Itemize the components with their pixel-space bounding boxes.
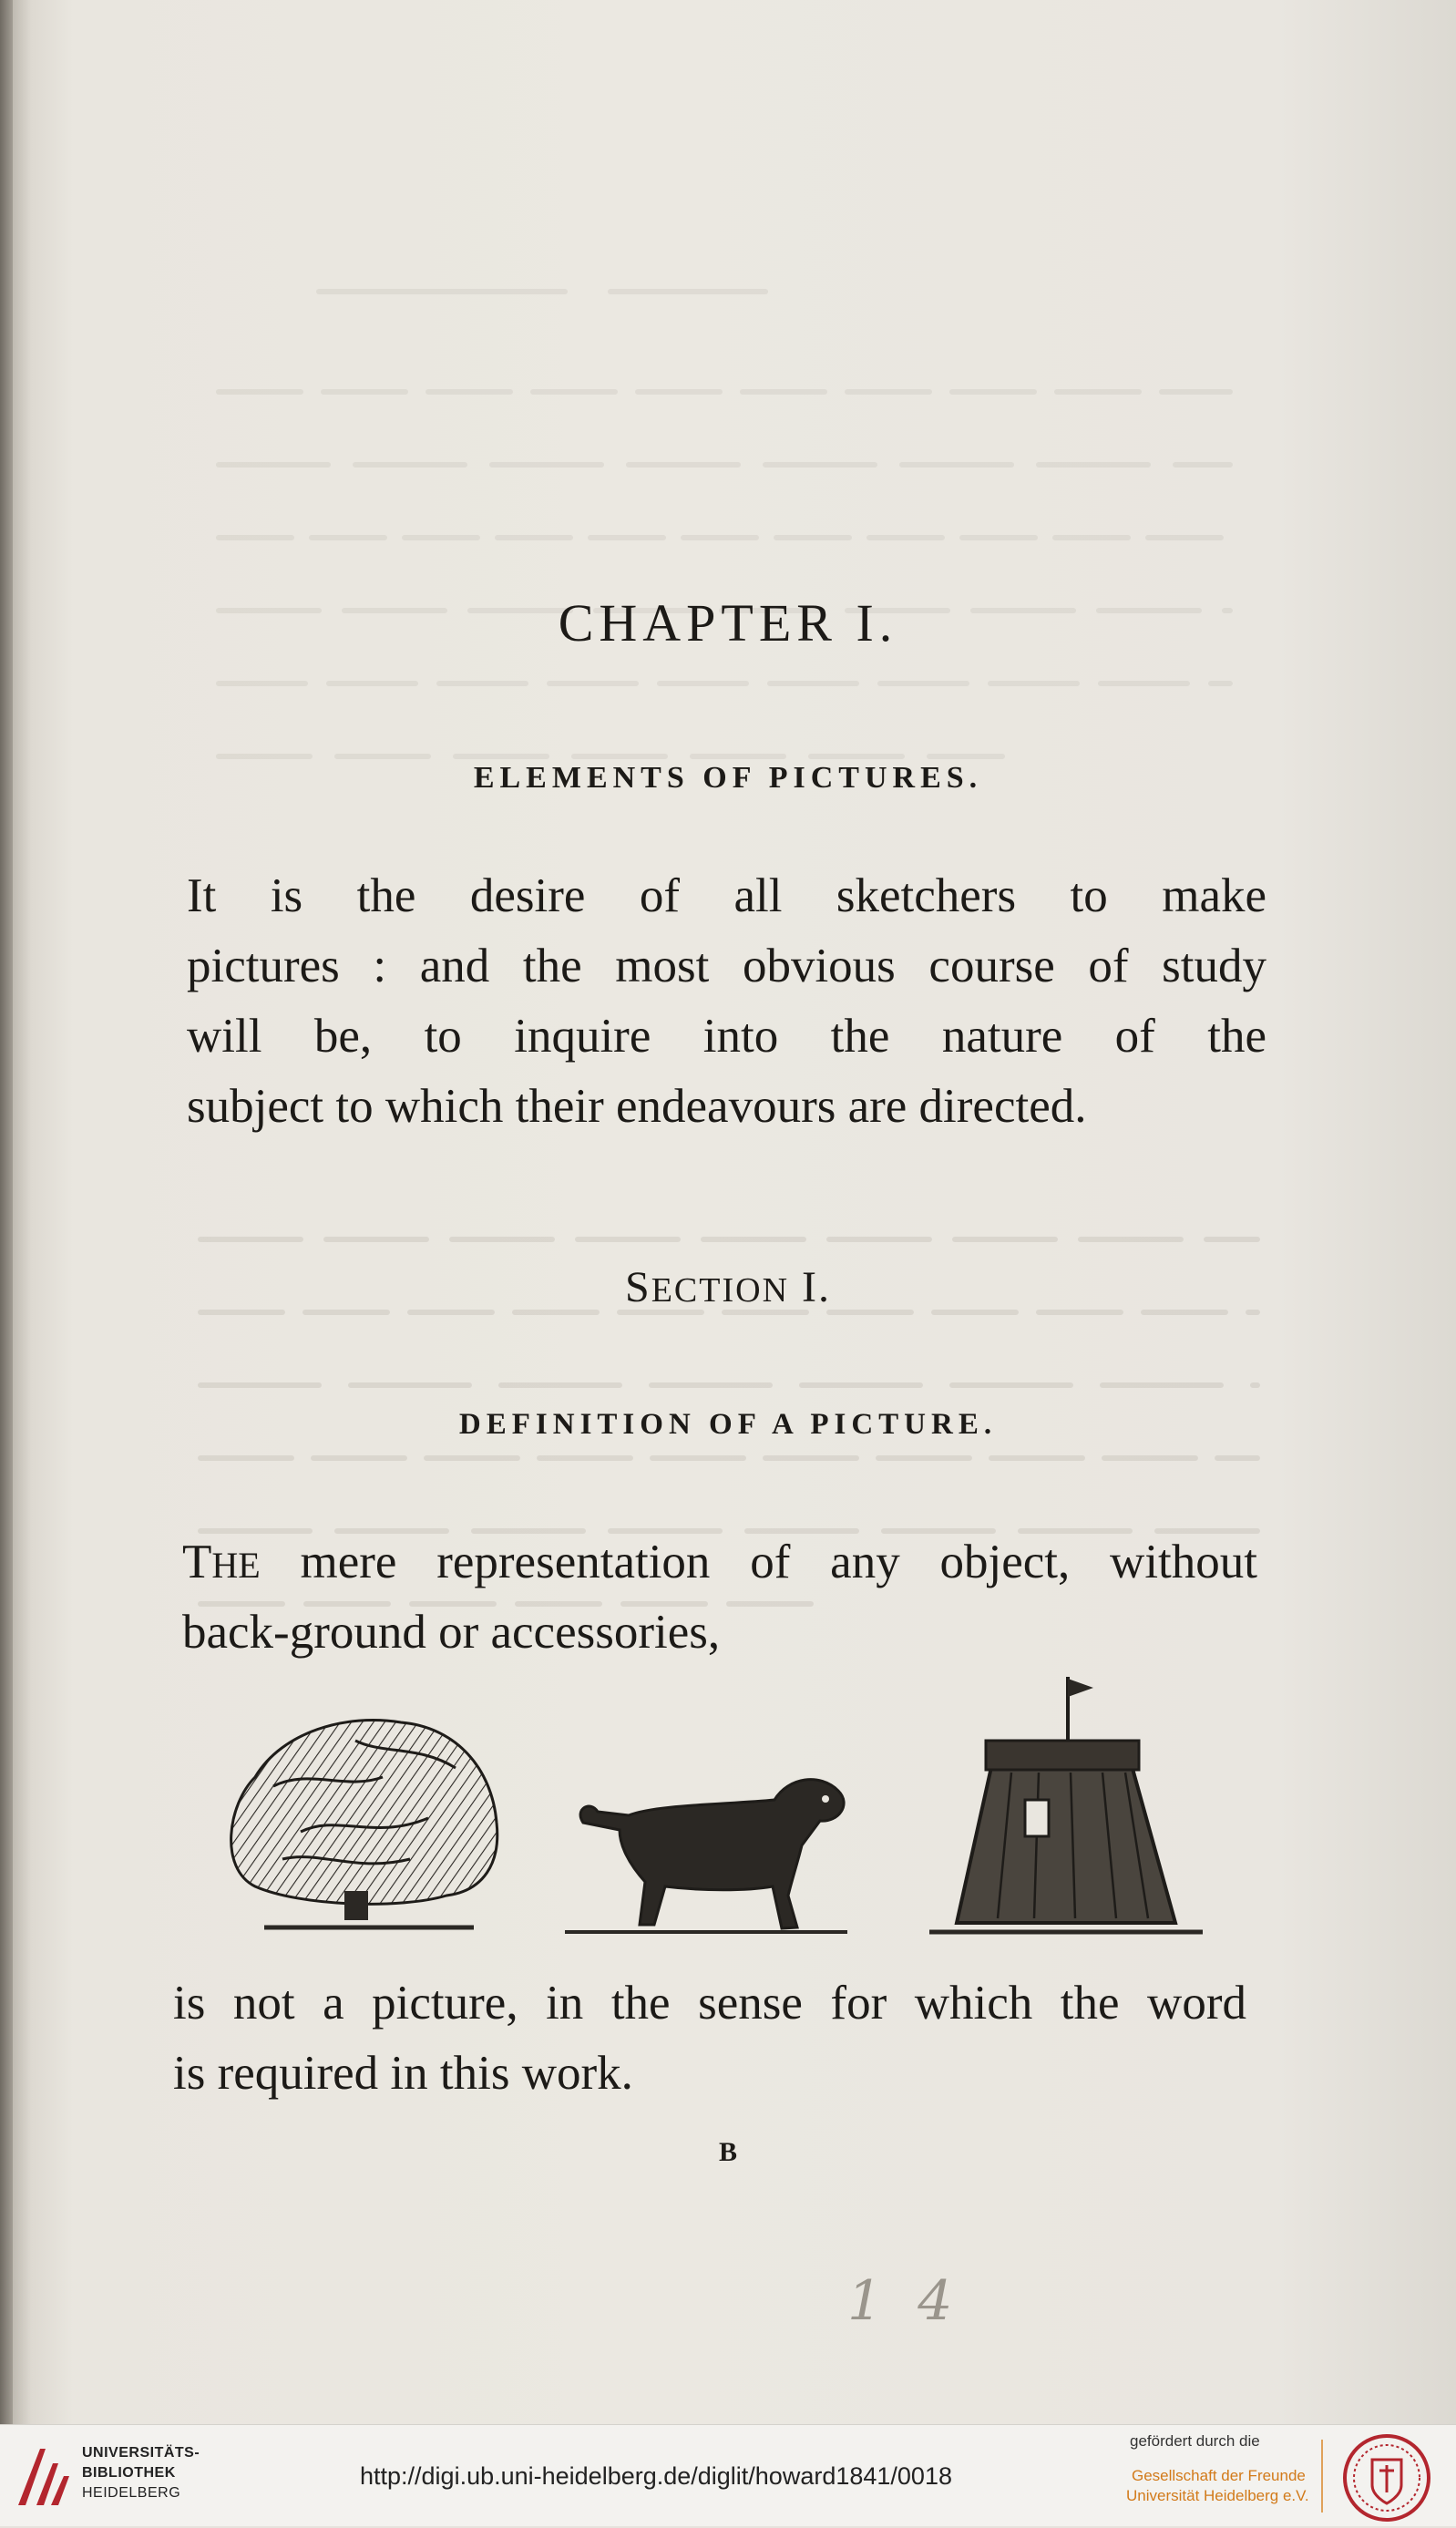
printer-signature-mark: B [718,2137,737,2167]
paragraph-conclusion [173,1968,1246,2109]
illustration-row [219,1668,1239,1968]
paragraph-line [187,861,1266,931]
viewer-footer [0,2424,1456,2526]
section-heading-initial: S [625,1263,651,1311]
paragraph-line: back-ground or accessories, [182,1606,721,1659]
paragraph-text: is the desire of all sketchers to make [216,869,1266,922]
section-heading-numeral: I. [789,1263,831,1311]
library-name-line: BIBLIOTHEK [82,2465,176,2481]
library-name-line: HEIDELBERG [82,2485,181,2501]
library-name-line: UNIVERSITÄTS- [82,2445,200,2461]
page-binding-edge [0,0,13,2424]
tree-icon [219,1704,510,1946]
sponsor-name[interactable]: Gesellschaft der Freunde [1132,2467,1306,2484]
lead-initial: T [182,1536,212,1588]
paragraph-intro [187,861,1266,1142]
paragraph-line: is not a picture, in the sense for which the word [173,1977,1246,2030]
paragraph-line: is required in this work. [173,2047,633,2100]
lead-smallcaps: HE [211,1545,261,1586]
sponsor-label: gefördert durch die [1130,2432,1260,2450]
sponsor-name[interactable]: Universität Heidelberg e.V. [1126,2487,1309,2504]
permalink-url[interactable]: http://digi.ub.uni-heidelberg.de/diglit/howard1841/0018 [360,2462,952,2490]
paragraph-line: will be, to inquire into the nature of the [187,1010,1266,1063]
section-subtitle: DEFINITION OF A PICTURE. [458,1408,998,1441]
library-logo-icon[interactable] [13,2443,73,2515]
chapter-heading: CHAPTER I. [558,593,898,653]
paragraph-definition [182,1527,1257,1668]
handwritten-note-text: 1 4 [847,2269,962,2333]
tower-icon [911,1668,1212,1955]
divider [1321,2440,1323,2513]
paragraph-line: subject to which their endeavours are directed. [187,1080,1087,1133]
chapter-subtitle: ELEMENTS OF PICTURES. [473,761,983,795]
handwritten-note [847,2269,961,2333]
paragraph-line: pictures : and the most obvious course of study [187,940,1266,992]
university-seal-icon [1341,2432,1432,2528]
dog-icon [565,1759,856,1946]
paragraph-line [182,1527,1257,1598]
bleed-through-shadow [182,246,1276,793]
lead-word: It [187,869,217,922]
section-heading [0,1262,1456,1312]
section-heading-smallcaps: ECTION [651,1271,790,1310]
paragraph-text: mere representation of any object, without [260,1536,1257,1588]
